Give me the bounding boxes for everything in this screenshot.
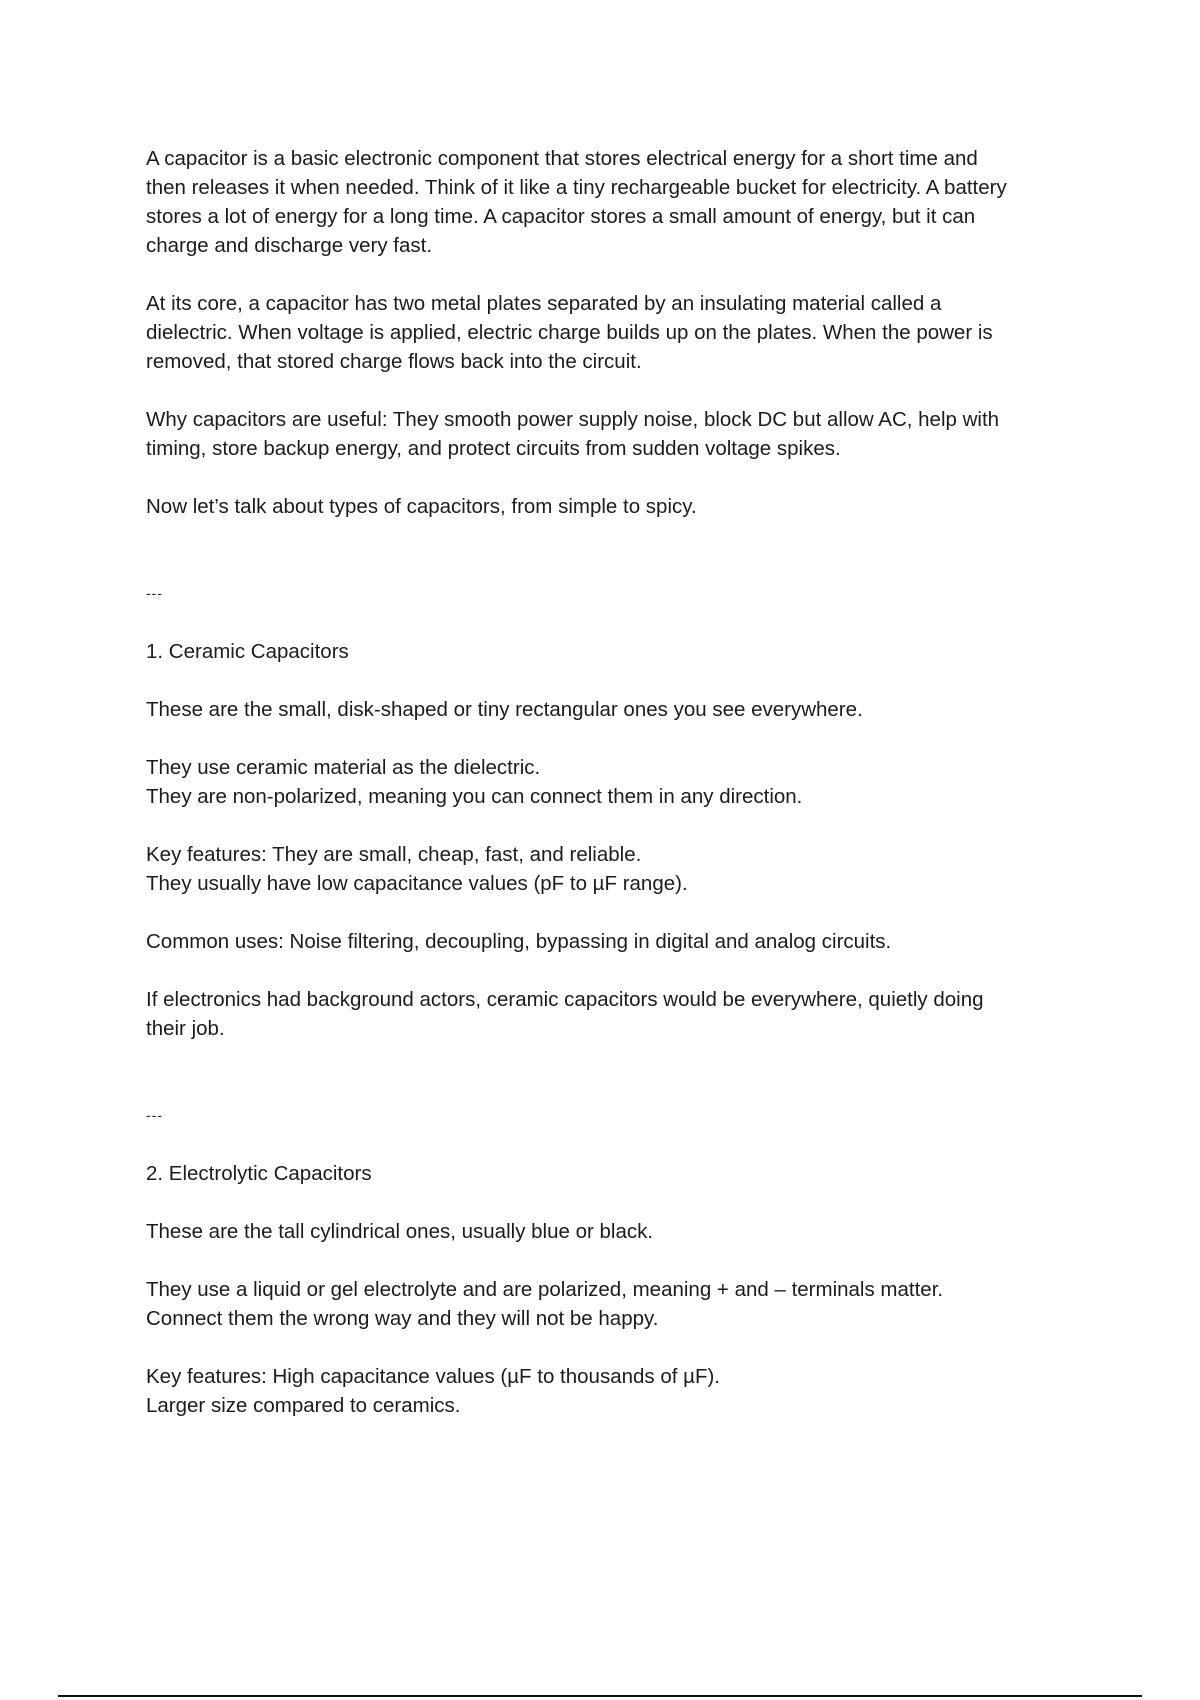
section-paragraph [146,695,1086,724]
text-line: At its core, a capacitor has two metal plates separated by an insulating material called a [146,292,942,315]
intro-paragraph [146,492,1086,521]
page-bottom-rule [58,1695,1142,1697]
intro-paragraph [146,405,1086,463]
text-line: A capacitor is a basic electronic component that stores electrical energy for a short time and [146,147,978,170]
text-line: Larger size compared to ceramics. [146,1394,461,1417]
section-separator: --- [146,585,163,601]
section-ceramic-capacitors [146,579,1086,1043]
text-line: Common uses: Noise filtering, decoupling, bypassing in digital and analog circuits. [146,930,892,953]
text-line: Key features: They are small, cheap, fast, and reliable. [146,843,642,866]
section-separator: --- [146,1107,163,1123]
text-line: Key features: High capacitance values (µF to thousands of µF). [146,1365,720,1388]
section-paragraph [146,840,1086,898]
intro-paragraph [146,144,1086,260]
text-line: If electronics had background actors, ceramic capacitors would be everywhere, quietly doing [146,988,984,1011]
section-paragraph [146,927,1086,956]
text-line: They usually have low capacitance values (pF to µF range). [146,872,688,895]
text-line: They are non-polarized, meaning you can connect them in any direction. [146,785,803,808]
text-line: These are the tall cylindrical ones, usually blue or black. [146,1220,654,1243]
text-line: Why capacitors are useful: They smooth power supply noise, block DC but allow AC, help with [146,408,1000,431]
text-line: They use a liquid or gel electrolyte and are polarized, meaning + and – terminals matter. [146,1278,944,1301]
section-paragraph [146,753,1086,811]
text-line: timing, store backup energy, and protect circuits from sudden voltage spikes. [146,437,841,460]
text-line: Now let’s talk about types of capacitors, from simple to spicy. [146,495,697,518]
text-line: stores a lot of energy for a long time. A capacitor stores a small amount of energy, but it can [146,205,976,228]
section-paragraph [146,985,1086,1043]
text-line: These are the small, disk-shaped or tiny rectangular ones you see everywhere. [146,698,863,721]
document-page [146,144,1086,1449]
intro-paragraph [146,289,1086,376]
section-paragraph [146,1217,1086,1246]
text-line: removed, that stored charge flows back into the circuit. [146,350,642,373]
text-line: then releases it when needed. Think of it like a tiny rechargeable bucket for electricity. A battery [146,176,1007,199]
section-paragraph [146,1275,1086,1333]
text-line: Connect them the wrong way and they will not be happy. [146,1307,659,1330]
section-paragraph [146,1362,1086,1420]
section-electrolytic-capacitors [146,1101,1086,1420]
section-heading: 1. Ceramic Capacitors [146,640,349,663]
text-line: They use ceramic material as the dielectric. [146,756,541,779]
section-heading: 2. Electrolytic Capacitors [146,1162,372,1185]
text-line: their job. [146,1017,225,1040]
intro-section [146,144,1086,521]
text-line: dielectric. When voltage is applied, electric charge builds up on the plates. When the power is [146,321,993,344]
text-line: charge and discharge very fast. [146,234,433,257]
